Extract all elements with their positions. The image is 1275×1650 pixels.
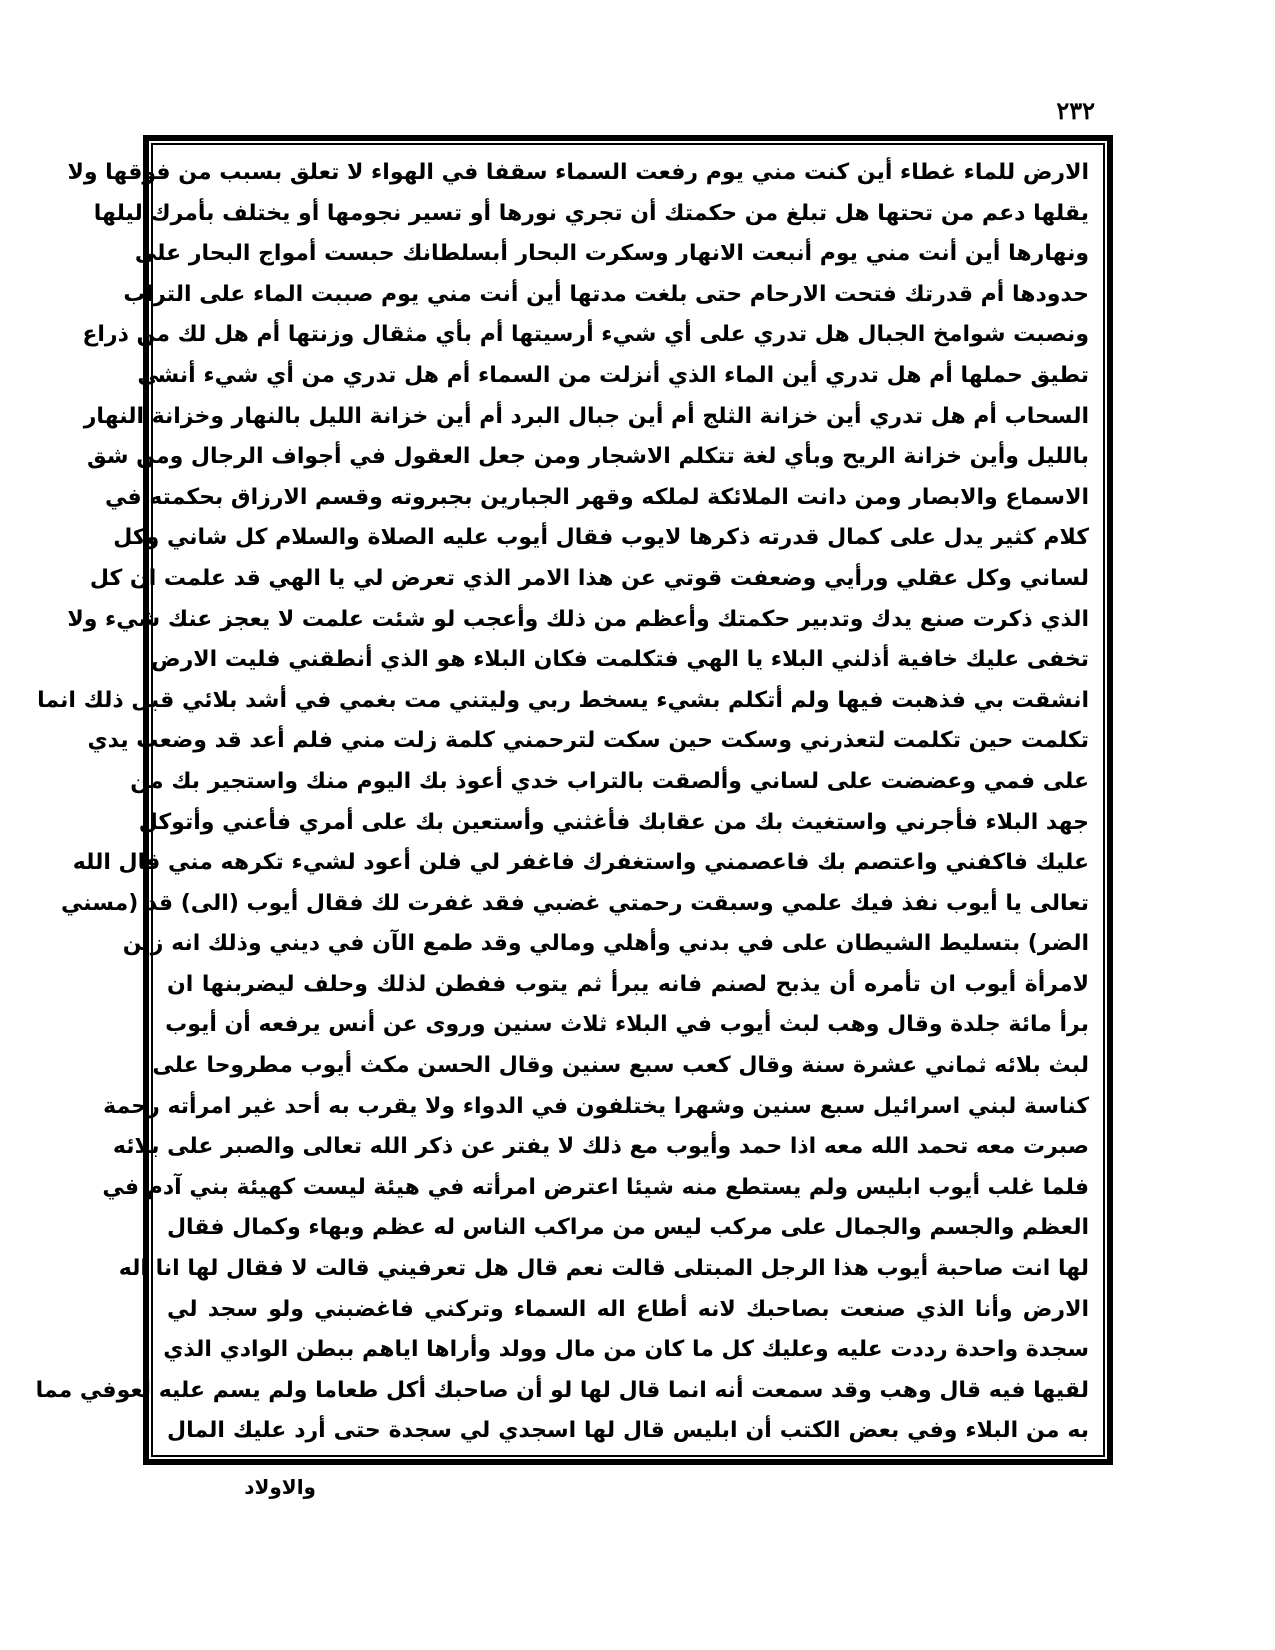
text-line: الذي ذكرت صنع يدك وتدبير حكمتك وأعظم من ذلك وأعجب لو شئت علمت لا يعجز عنك شيء ولا (67, 606, 1089, 632)
text-line: تعالى يا أيوب نفذ فيك علمي وسبقت رحمتي غضبي فقد غفرت لك فقال أيوب (الى) قد (مسني (60, 890, 1089, 916)
text-line: جهد البلاء فأجرني واستغيث بك من عقابك فأغثني وأستعين بك على أمري فأعني وأتوكل (138, 809, 1089, 835)
text-line: كناسة لبني اسرائيل سبع سنين وشهرا يختلفون في الدواء ولا يقرب به أحد غير امرأته رحمة (103, 1093, 1089, 1119)
text-line: انشقت بي فذهبت فيها ولم أتكلم بشيء يسخط ربي وليتني مت بغمي في أشد بلائي قبل ذلك انما (37, 687, 1089, 713)
text-line: يقلها دعم من تحتها هل تبلغ من حكمتك أن تجري نورها أو تسير نجومها أو يختلف بأمرك ليلها (93, 200, 1089, 226)
text-line: تخفى عليك خافية أذلني البلاء يا الهي فتكلمت فكان البلاء هو الذي أنطقني فليت الارض (151, 647, 1089, 673)
text-line: لبث بلائه ثماني عشرة سنة وقال كعب سبع سنين وقال الحسن مكث أيوب مطروحا على (152, 1053, 1089, 1079)
text-line: السحاب أم هل تدري أين خزانة الثلج أم أين جبال البرد أم أين خزانة الليل بالنهار وخزانة النهار (83, 403, 1089, 429)
text-line: على فمي وعضضت على لساني وألصقت بالتراب خدي أعوذ بك اليوم منك واستجير بك من (130, 768, 1089, 794)
text-line: الارض وأنا الذي صنعت بصاحبك لانه أطاع اله السماء وتركني فاغضبني ولو سجد لي (167, 1296, 1089, 1322)
text-line: لساني وكل عقلي ورأيي وضعفت قوتي عن هذا الامر الذي تعرض لي يا الهي قد علمت ان كل (89, 565, 1089, 591)
page-frame-inner (35, 143, 1105, 1457)
text-line: الضر) بتسليط الشيطان على في بدني وأهلي ومالي وقد طمع الآن في ديني وذلك انه زين (122, 931, 1089, 957)
text-line: ونهارها أين أنت مني يوم أنبعت الانهار وسكرت البحار أبسلطانك حبست أمواج البحار على (134, 241, 1089, 267)
text-line: لها انت صاحبة أيوب هذا الرجل المبتلى قالت نعم قال هل تعرفيني قالت لا فقال لها انا اله (118, 1256, 1089, 1282)
text-line: كلام كثير يدل على كمال قدرته ذكرها لايوب فقال أيوب عليه الصلاة والسلام كل شاني وكل (113, 525, 1089, 551)
text-line: لامرأة أيوب ان تأمره أن يذبح لصنم فانه يبرأ ثم يتوب ففطن لذلك وحلف ليضربنها ان (167, 971, 1089, 997)
text-line: سجدة واحدة رددت عليه وعليك كل ما كان من مال وولد وأراها اياهم ببطن الوادي الذي (163, 1337, 1089, 1363)
text-line: الارض للماء غطاء أين كنت مني يوم رفعت السماء سقفا في الهواء لا تعلق بسبب من فوقها ولا (67, 160, 1089, 185)
text-block (35, 153, 1089, 1452)
text-line: الاسماع والابصار ومن دانت الملائكة لملكه وقهر الجبارين بجبروته وقسم الارزاق بحكمته في (104, 484, 1089, 510)
text-line: حدودها أم قدرتك فتحت الارحام حتى بلغت مدتها أين أنت مني يوم صببت الماء على التراب (123, 281, 1089, 307)
text-line: برأ مائة جلدة وقال وهب لبث أيوب في البلاء ثلاث سنين وروى عن أنس يرفعه أن أيوب (165, 1012, 1089, 1038)
catchword: والاولاد (244, 1475, 316, 1499)
text-line: بالليل وأين خزانة الريح وبأي لغة تتكلم الاشجار ومن جعل العقول في أجواف الرجال ومن شق (87, 444, 1089, 470)
text-line: به من البلاء وفي بعض الكتب أن ابليس قال لها اسجدي لي سجدة حتى أرد عليك المال (167, 1418, 1089, 1444)
text-line: عليك فاكفني واعتصم بك فاعصمني واستغفرك فاغفر لي فلن أعود لشيء تكرهه مني قال الله (72, 850, 1089, 876)
text-line: فلما غلب أيوب ابليس ولم يستطع منه شيئا اعترض امرأته في هيئة ليست كهيئة بني آدم في (102, 1174, 1089, 1200)
text-line: صبرت معه تحمد الله معه اذا حمد وأيوب مع ذلك لا يفتر عن ذكر الله تعالى والصبر على بلائه (112, 1134, 1089, 1160)
text-line: العظم والجسم والجمال على مركب ليس من مراكب الناس له عظم وبهاء وكمال فقال (166, 1215, 1089, 1241)
page-number: ٢٣٢ (1056, 96, 1095, 125)
text-line: تطيق حملها أم هل تدري أين الماء الذي أنزلت من السماء أم هل تدري من أي شيء أنشئ (137, 362, 1089, 388)
text-line: لقيها فيه قال وهب وقد سمعت أنه انما قال لها لو أن صاحبك أكل طعاما ولم يسم عليه لعوفي مما (35, 1377, 1089, 1403)
text-line: ونصبت شوامخ الجبال هل تدري على أي شيء أرسيتها أم بأي مثقال وزنتها أم هل لك من ذراع (82, 322, 1089, 348)
text-line: تكلمت حين تكلمت لتعذرني وسكت حين سكت لترحمني كلمة زلت مني فلم أعد قد وضعت يدي (87, 728, 1089, 754)
